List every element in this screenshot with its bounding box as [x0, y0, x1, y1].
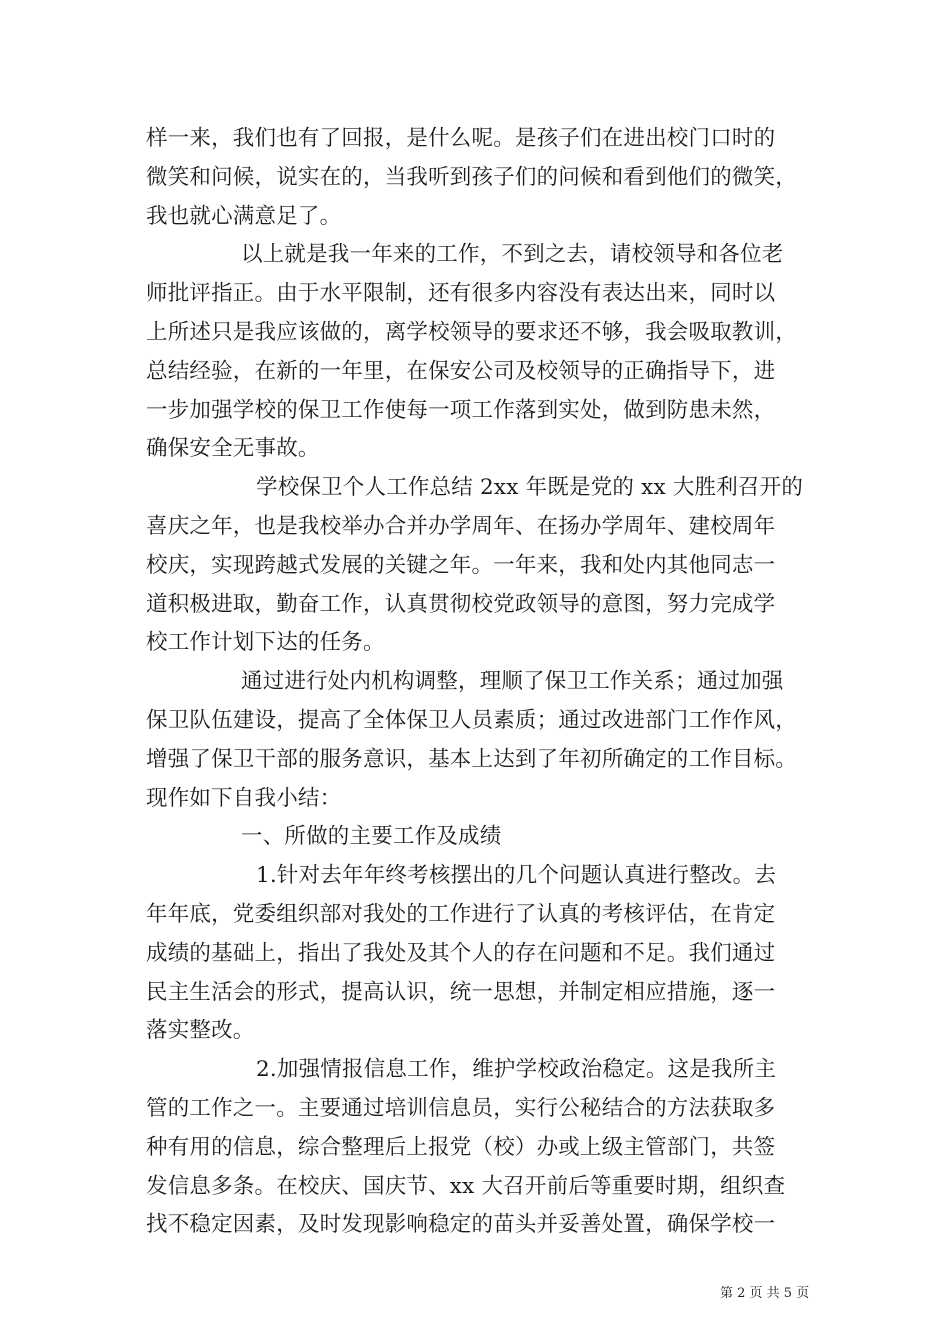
- text-line: 道积极进取，勤奋工作，认真贯彻校党政领导的意图，努力完成学: [146, 591, 776, 617]
- text-line: 年年底，党委组织部对我处的工作进行了认真的考核评估，在肯定: [146, 901, 776, 927]
- text-line: 样一来，我们也有了回报，是什么呢。是孩子们在进出校门口时的: [146, 126, 776, 151]
- paragraph-start-line: 以上就是我一年来的工作，不到之去，请校领导和各位老: [241, 242, 784, 268]
- text-line: 师批评指正。由于水平限制，还有很多内容没有表达出来，同时以: [146, 281, 776, 307]
- text-line: 一步加强学校的保卫工作使每一项工作落到实处，做到防患未然，: [146, 397, 776, 423]
- text-line: 校庆，实现跨越式发展的关键之年。一年来，我和处内其他同志一: [146, 552, 776, 578]
- text-line: 发信息多条。在校庆、国庆节、xx 大召开前后等重要时期，组织查: [146, 1173, 786, 1199]
- text-line: 增强了保卫干部的服务意识，基本上达到了年初所确定的工作目标。: [146, 746, 798, 772]
- text-line: 校工作计划下达的任务。: [146, 630, 385, 656]
- text-line: 微笑和问候，说实在的，当我听到孩子们的问候和看到他们的微笑，: [146, 164, 798, 190]
- text-line: 保卫队伍建设，提高了全体保卫人员素质；通过改进部门工作作风，: [146, 707, 798, 733]
- text-line: 落实整改。: [146, 1018, 255, 1044]
- paragraph-start-line: 通过进行处内机构调整，理顺了保卫工作关系；通过加强: [241, 669, 784, 695]
- document-body: [146, 120, 806, 1245]
- text-line: 喜庆之年，也是我校举办合并办学周年、在扬办学周年、建校周年: [146, 513, 776, 539]
- text-line: 确保安全无事故。: [146, 436, 320, 462]
- text-line: 种有用的信息，综合整理后上报党（校）办或上级主管部门，共签: [146, 1134, 776, 1160]
- section-heading: 一、所做的主要工作及成绩: [241, 824, 502, 850]
- text-line: 我也就心满意足了。: [146, 203, 342, 229]
- text-line: 民主生活会的形式，提高认识，统一思想，并制定相应措施，逐一: [146, 979, 776, 1005]
- paragraph-start-line: 学校保卫个人工作总结 2xx 年既是党的 xx 大胜利召开的: [256, 475, 804, 501]
- page-number-footer: 第 2 页 共 5 页: [720, 1286, 810, 1301]
- text-line: 管的工作之一。主要通过培训信息员，实行公秘结合的方法获取多: [146, 1095, 776, 1121]
- text-line: 总结经验，在新的一年里，在保安公司及校领导的正确指导下，进: [146, 358, 776, 384]
- text-line: 成绩的基础上，指出了我处及其个人的存在问题和不足。我们通过: [146, 940, 776, 966]
- text-line: 现作如下自我小结：: [146, 785, 342, 811]
- paragraph-start-line: 1.针对去年年终考核摆出的几个问题认真进行整改。去: [256, 863, 777, 889]
- text-line: 找不稳定因素，及时发现影响稳定的苗头并妥善处置，确保学校一: [146, 1212, 776, 1238]
- text-line: 上所述只是我应该做的，离学校领导的要求还不够，我会吸取教训，: [146, 319, 798, 345]
- paragraph-start-line: 2.加强情报信息工作，维护学校政治稳定。这是我所主: [256, 1057, 777, 1083]
